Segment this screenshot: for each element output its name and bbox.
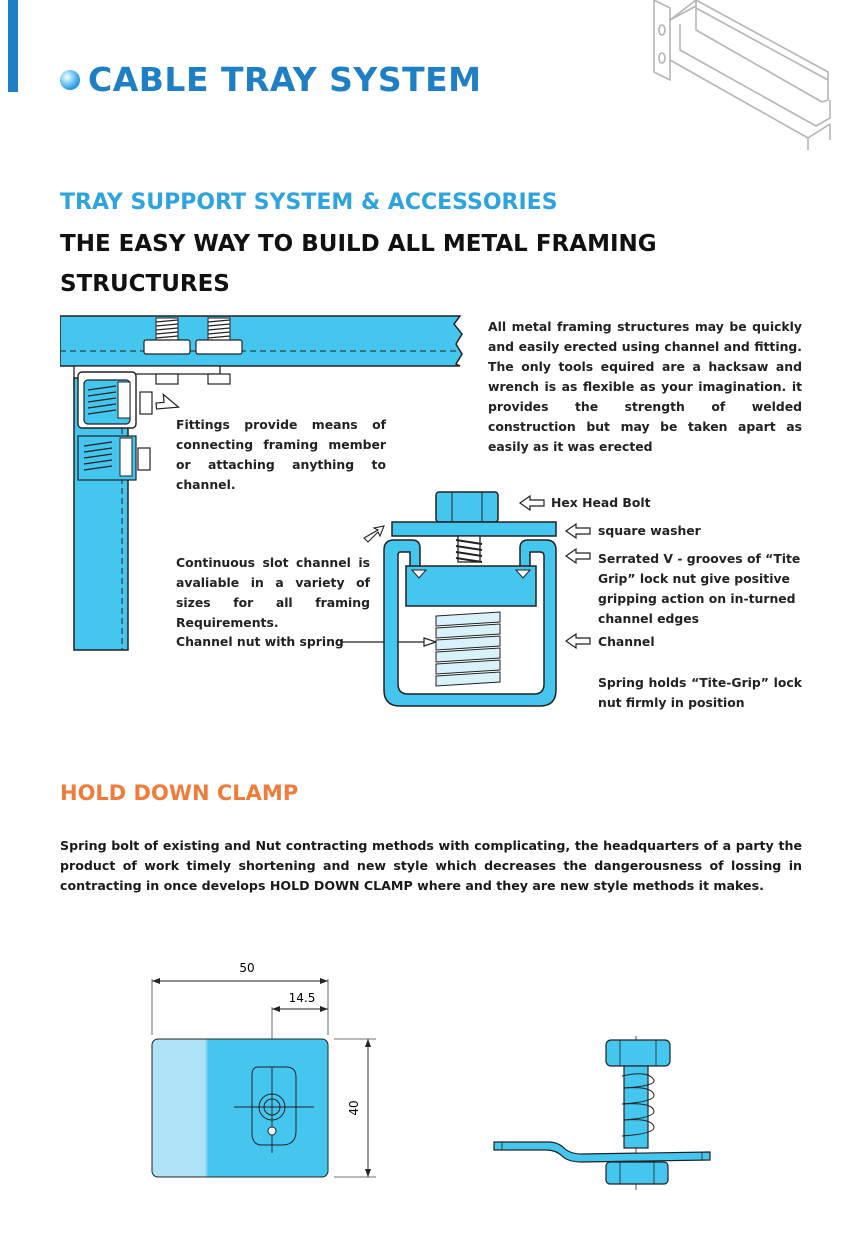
accent-bar (8, 0, 18, 92)
hold-down-clamp-title: HOLD DOWN CLAMP (60, 781, 299, 805)
headline: THE EASY WAY TO BUILD ALL METAL FRAMING STRUCTURES (60, 231, 657, 297)
hex-head-bolt-label: Hex Head Bolt (551, 495, 651, 510)
hold-down-clamp-description: Spring bolt of existing and Nut contracting methods with complicating, the headquarters of a party the product of work timely shortening and new style which decreases the dangerousness of lossing in contracting in once develops HOLD DOWN CLAMP where and they are new style methods it makes. (60, 838, 802, 893)
section-title: TRAY SUPPORT SYSTEM & ACCESSORIES (60, 190, 558, 215)
clamp-side-drawing (488, 1036, 718, 1196)
slot-channel-note: Continuous slot channel is avaliable in a variety of sizes for all framing Requirements. (176, 555, 370, 630)
bullet-icon (60, 70, 80, 90)
serrated-grooves-label: Serrated V - grooves of “Tite Grip” lock nut give positive gripping action on in-turned channel edges (598, 551, 801, 626)
channel-label: Channel (598, 634, 655, 649)
intro-paragraph: All metal framing structures may be quickly and easily erected using channel and fitting. The only tools equired are a hacksaw and wrench is as flexible as your imagination. it provides the strength of welded construction but may be taken apart as easily as it was erected (488, 319, 802, 454)
dimension-offset-label: 14.5 (288, 991, 316, 1005)
callout-arrows (518, 493, 598, 653)
clamp-plan-drawing (140, 955, 390, 1190)
dimension-height-label: 40 (347, 1100, 361, 1116)
spring-label: Spring holds “Tite-Grip” lock nut firmly in position (598, 675, 802, 710)
title-row (60, 60, 481, 99)
strut-channel-illustration (640, 0, 840, 150)
page-title: CABLE TRAY SYSTEM (88, 60, 482, 99)
fittings-note: Fittings provide means of connecting framing member or attaching anything to channel. (176, 417, 386, 492)
square-washer-label: square washer (598, 523, 701, 538)
dimension-width-label: 50 (239, 961, 255, 975)
channel-nut-label: Channel nut with spring (176, 634, 344, 649)
